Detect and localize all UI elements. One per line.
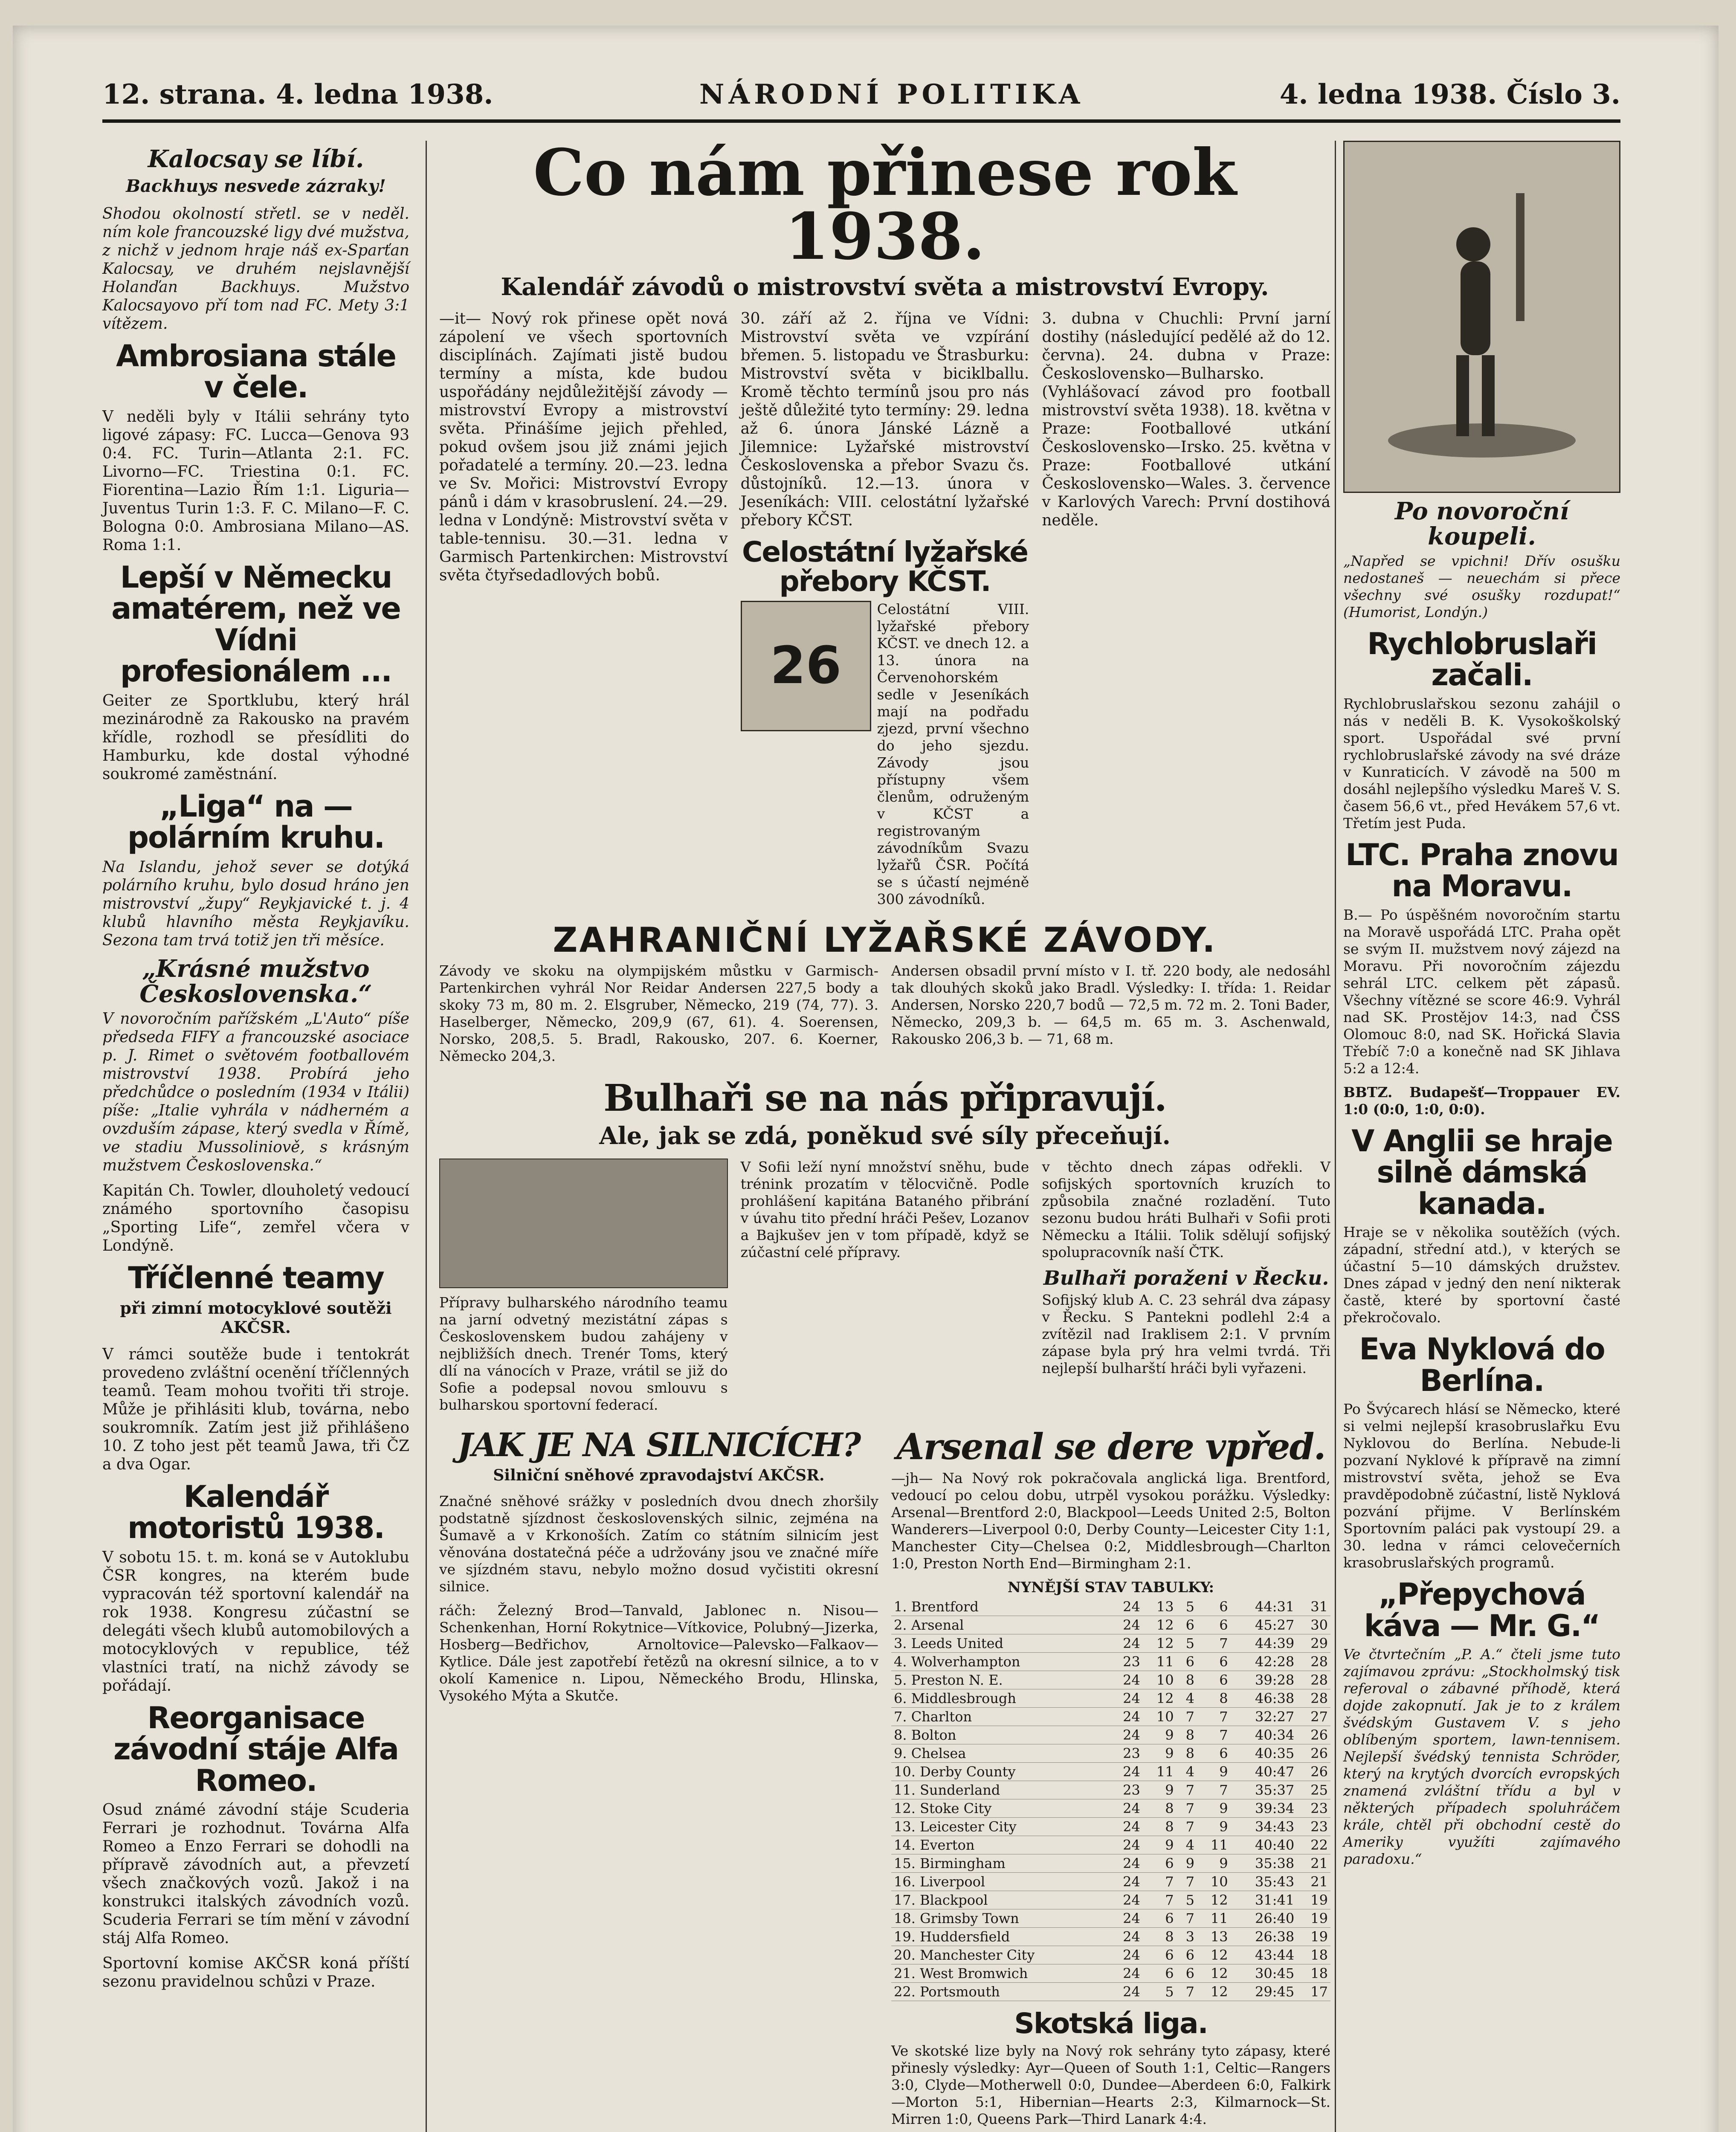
article-silnice-1: Značné sněhové srážky v posledních dvou dnech zhoršily podstatně sjízdnost československých silnic, zejména na Šumavě a v Krkonoších. Zatím co státním silnicím jest věnována dostatečná péče a udržovány jsou ve značné míře ve sjízdném stavu, nebylo možno dosud vyčistiti okresní silnice. [439,1492,878,1595]
table-cell: 3 [1177,1928,1197,1946]
headline-lyzar: Celostátní lyžařské přebory KČST. [742,536,1028,598]
table-cell: 24 [1109,1763,1143,1781]
headline-krasne: „Krásné mužstvo Československa.“ [139,954,372,1008]
table-cell: 24 [1109,1909,1143,1928]
table-cell: 6 [1143,1964,1177,1983]
table-cell: 18 [1297,1964,1330,1983]
table-cell: 7 [1177,1708,1197,1726]
table-cell: 9 [1143,1781,1177,1799]
table-cell: 4 [1177,1836,1197,1854]
table-cell: 12 [1143,1616,1177,1634]
headline-nyklova: Eva Nyklová do Berlína. [1359,1332,1605,1398]
table-cell: 8 [1177,1671,1197,1689]
team-name: 7. Charlton [891,1708,1109,1726]
team-name: 2. Arsenal [891,1616,1109,1634]
table-cell: 24 [1109,1854,1143,1873]
table-cell: 25 [1297,1781,1330,1799]
table-cell: 18 [1297,1946,1330,1964]
table-cell: 19 [1297,1891,1330,1909]
table-cell: 10 [1143,1671,1177,1689]
table-cell: 6 [1197,1616,1231,1634]
table-cell: 24 [1109,1799,1143,1818]
table-cell: 10 [1143,1708,1177,1726]
table-cell: 6 [1197,1671,1231,1689]
headline-zahranicni: ZAHRANIČNÍ LYŽAŘSKÉ ZÁVODY. [553,920,1217,960]
table-cell: 8 [1143,1799,1177,1818]
english-league-row [891,1726,1330,1744]
cartoon-title: Po novoroční koupeli. [1394,497,1569,550]
headline-ambrosiana: Ambrosiana stále v čele. [116,338,396,405]
table-cell: 9 [1197,1854,1231,1873]
table-cell: 7 [1177,1799,1197,1818]
table-cell: 24 [1109,1891,1143,1909]
subhead-triclenne: při zimní motocyklové soutěži AKČSR. [120,1298,392,1337]
table-cell: 24 [1109,1726,1143,1744]
table-cell: 11 [1197,1836,1231,1854]
table-cell: 40:40 [1231,1836,1297,1854]
article-skotska: Ve skotské lize byly na Nový rok sehrány tyto zápasy, které přinesly výsledky: Ayr—Queen of South 1:1, Celtic—Rangers 3:0, Clyde—Motherwell 0:0, Dundee—Aberdeen 6:0, Falkirk—Morton 5:1, Hibernian—Hearts 2:3, Kilmarnock—St. Mirren 1:0, Queens Park—Third Lanark 4:4. [891,2042,1330,2128]
table-cell: 5 [1177,1891,1197,1909]
headline-reorg: Reorganisace závodní stáje Alfa Romeo. [113,1700,399,1798]
article-arsenal: —jh— Na Nový rok pokračovala anglická liga. Brentford, vedoucí po celou dobu, utrpěl vysokou porážku. Výsledky: Arsenal—Brentford 2:0, Blackpool—Leeds United 2:5, Bolton Wanderers—Liverpool 0:0, Derby County—Leicester City 1:1, Manchester City—Chelsea 0:2, Middlesbrough—Charlton 1:0, Preston North End—Birmingham 2:1. [891,1470,1330,1572]
article-zahranicni-1: Závody ve skoku na olympijském můstku v Garmisch-Partenkirchen vyhrál Nor Reidar Andersen 227,5 body a skoky 73 m, 80 m. 2. Elsgruber, Německo, 219 (74, 77). 3. Haselberger, Německo, 209,9 (67, 61). 4. Soerensen, Norsko, 208,5. 5. Bradl, Rakousko, 207. 6. Koerner, Německo 204,3. [439,962,878,1064]
table-cell: 24 [1109,1964,1143,1983]
english-league-row [891,1818,1330,1836]
table-cell: 28 [1297,1671,1330,1689]
table-cell: 28 [1297,1689,1330,1708]
table-cell: 6 [1177,1964,1197,1983]
table-cell: 8 [1143,1928,1177,1946]
bather-icon [1375,168,1588,466]
team-name: 14. Everton [891,1836,1109,1854]
table-cell: 31:41 [1231,1891,1297,1909]
english-league-row [891,1634,1330,1653]
article-lyzar: Celostátní VIII. lyžařské přebory KČST. ve dnech 12. a 13. února na Červenohorském sedle v Jeseníkách mají na podřadu zjezd, první všechno do jeho sjezdu. Závody jsou přístupny všem členům, odruženým v KČST a registrovaným závodníkům Svazu lyžařů ČSR. Počítá se s účastí nejméně 300 závodníků. [877,600,1029,907]
english-league-row [891,1928,1330,1946]
table-cell: 32:27 [1231,1708,1297,1726]
team-name: 17. Blackpool [891,1891,1109,1909]
table-cell: 6 [1197,1744,1231,1763]
table-cell: 9 [1197,1763,1231,1781]
table-cell: 40:34 [1231,1726,1297,1744]
table-cell: 40:47 [1231,1763,1297,1781]
english-league-row [891,1873,1330,1891]
team-name: 15. Birmingham [891,1854,1109,1873]
column-middle [439,135,1331,2132]
english-league-row [891,1946,1330,1964]
table-cell: 28 [1297,1653,1330,1671]
table-cell: 6 [1197,1653,1231,1671]
table-cell: 11 [1143,1763,1177,1781]
headline-liga: „Liga“ na — polárním kruhu. [127,788,385,855]
table-cell: 9 [1197,1818,1231,1836]
cartoon-caption: „Napřed se vpichni! Dřív osušku nedostaneš — neuechám si přece všechny své osušky rozdupat!“ (Humorist, Londýn.) [1343,552,1620,620]
article-bulhari-1: Přípravy bulharského národního teamu na jarní odvetný mezistátní zápas s Československem budou zahájeny v nejbližších dnech. Trenér Toms, který dlí na vánocích v Praze, vrátil se již do Sofie a podepsal novou smlouvu s bulharskou sportovní federací. [439,1294,728,1413]
table-cell: 34:43 [1231,1818,1297,1836]
table-cell: 26:40 [1231,1909,1297,1928]
table-cell: 23 [1109,1653,1143,1671]
english-league-row [891,1616,1330,1634]
table-cell: 6 [1143,1909,1177,1928]
table-cell: 42:28 [1231,1653,1297,1671]
article-krasne: V novoročním pařížském „L'Auto“ píše předseda FIFY a francouzské asociace p. J. Rimet o světovém footballovém mistrovství 1938. Probírá jeho předchůdce o posledním (1934 v Itálii) píše: „Italie vyhrála v nádherném a ovzduším zápase, který svedla v Římě, ve stadiu Mussoliniově, s krásným mužstvem Československa.“ [102,1010,409,1175]
table-cell: 23 [1109,1744,1143,1763]
table-cell: 7 [1197,1781,1231,1799]
article-lepsi: Geiter ze Sportklubu, který hrál mezinárodně za Rakousko na pravém křídle, rozhodl se přesídliti do Hamburku, kde dostal výhodné soukromé zaměstnání. [102,692,409,783]
table-cell: 24 [1109,1873,1143,1891]
article-towler: Kapitán Ch. Towler, dlouholetý vedoucí známého sportovního časopisu „Sporting Life“, zemřel včera v Londýně. [102,1182,409,1255]
article-rychlobrus: Rychlobruslařskou sezonu zahájil o nás v neděli B. K. Vysokoškolský sport. Uspořádal své první rychlobruslařské závody na své dráze v Kunraticích. V závodě na 500 m dosáhl nejlepšího výsledku Mareš V. S. časem 56,6 vt., před Hevákem 57,6 vt. Třetím jest Puda. [1343,695,1620,831]
table-cell: 26 [1297,1726,1330,1744]
english-league-row [891,1909,1330,1928]
team-name: 21. West Bromwich [891,1964,1109,1983]
table-cell: 24 [1109,1671,1143,1689]
table-cell: 24 [1109,1598,1143,1616]
team-name: 10. Derby County [891,1763,1109,1781]
team-name: 8. Bolton [891,1726,1109,1744]
table-cell: 39:28 [1231,1671,1297,1689]
table-cell: 21 [1297,1854,1330,1873]
table-cell: 5 [1177,1634,1197,1653]
headline-silnice: JAK JE NA SILNICÍCH? [457,1425,861,1464]
newspaper-title: NÁRODNÍ POLITIKA [699,78,1084,110]
table-cell: 12 [1197,1964,1231,1983]
article-ambrosiana: V neděli byly v Itálii sehrány tyto ligové zápasy: FC. Lucca—Genova 93 0:4. FC. Turin—Atlanta 2:1. FC. Livorno—FC. Triestina 0:1. FC. Fiorentina—Lazio Řím 1:1. Liguria—Juventus Turin 1:3. F. C. Milano—F. C. Bologna 0:0. Ambrosiana Milano—AS. Roma 1:1. [102,408,409,554]
football-photo [439,1159,728,1288]
bib-number: 26 [770,636,842,696]
table-cell: 40:35 [1231,1744,1297,1763]
table-cell: 11 [1143,1653,1177,1671]
table-cell: 11 [1197,1909,1231,1928]
team-name: 20. Manchester City [891,1946,1109,1964]
headline-bulhari: Bulhaři se na nás připravují. [603,1076,1166,1120]
table-cell: 44:39 [1231,1634,1297,1653]
issue-date: 4. ledna 1938. Číslo 3. [1279,78,1620,110]
headline-skotska: Skotská liga. [1014,2007,1208,2040]
english-league-row [891,1653,1330,1671]
english-league-row [891,1781,1330,1799]
table-cell: 6 [1177,1616,1197,1634]
table-cell: 7 [1177,1983,1197,2001]
team-name: 1. Brentford [891,1598,1109,1616]
column-rule [426,141,427,2132]
table-cell: 29:45 [1231,1983,1297,2001]
article-bulhari-2: V Sofii leží nyní množství sněhu, bude trénink prozatím v tělocvičně. Podle prohlášení kapitána Bataného přibrání v úvahu tito přední hráči Pešev, Lozanov a Bajkušev jen v tom případě, když se zúčastní celé přípravy. [740,1158,1029,1260]
english-league-row [891,1689,1330,1708]
english-league-row [891,1891,1330,1909]
column-right [1343,141,1620,1874]
table-cell: 12 [1143,1634,1177,1653]
table-cell: 9 [1143,1726,1177,1744]
english-league-row [891,1763,1330,1781]
english-league-row [891,1598,1330,1616]
article-ltc: B.— Po úspěšném novoročním startu na Moravě uspořádá LTC. Praha opět se svým II. mužstvem nový zájezd na Moravu. Při novoročním zájezdu sehrál LTC. celkem pět zápasů. Všechny vítězné se score 46:9. Vyhrál nad SK. Prostějov 14:3, nad ČSS Olomouc 8:0, nad SK. Hořická Slavia Třebíč 7:0 a konečně nad SK Jihlava 5:2 a 12:4. [1343,906,1620,1077]
table-cell: 12 [1143,1689,1177,1708]
article-bulhari-3: v těchto dnech zápas odřekli. V sofijských sportovních kruzích to způsobila značné rozladění. Tuto sezonu budou hráti Bulhaři v Sofii proti Německu a Itálii. Tolik sdělují sofijský spolupracovník naší ČTK. [1042,1158,1331,1260]
table-cell: 24 [1109,1634,1143,1653]
table-cell: 8 [1197,1689,1231,1708]
team-name: 16. Liverpool [891,1873,1109,1891]
table-cell: 30:45 [1231,1964,1297,1983]
table-cell: 9 [1177,1854,1197,1873]
table-cell: 24 [1109,1983,1143,2001]
table-cell: 8 [1177,1744,1197,1763]
table-cell: 7 [1177,1873,1197,1891]
article-triclenne: V rámci soutěže bude i tentokrát provedeno zvláštní ocenění tříčlenných teamů. Team mohou tvořiti tři stroje. Může je přihlásiti klub, továrna, nebo soukromník. Zatím jest již přihlášeno 10. Z toho jest pět teamů Jawa, tři ČZ a dva Ogar. [102,1345,409,1473]
headline-lepsi: Lepší v Německu amatérem, než ve Vídni profesionálem ... [111,559,400,689]
article-nyklova: Po Švýcarech hlásí se Německo, které si velmi nejlepší krasobruslařku Evu Nyklovou do Berlína. Nebude-li pozvaní Nyklové k přípravě na zimní mistrovství světa, jehož se Eva pravděpodobně zúčastní, listě Nyklová pozvání přijme. V Berlínském Sportovním paláci pak vystoupí 29. a 30. ledna v rámci celovečerních krasobruslařských programů. [1343,1401,1620,1571]
page-number: 12. strana. 4. ledna 1938. [102,78,493,110]
masthead [102,72,1620,123]
headline-kalendar-moto: Kalendář motoristů 1938. [128,1479,384,1546]
table-cell: 12 [1197,1891,1231,1909]
table-cell: 7 [1177,1781,1197,1799]
team-name: 5. Preston N. E. [891,1671,1109,1689]
table-cell: 35:43 [1231,1873,1297,1891]
subhead-bulhari: Ale, jak se zdá, poněkud své síly přeceňují. [599,1121,1171,1150]
article-sport-komise: Sportovní komise AKČSR koná příští sezonu pravidelnou schůzi v Praze. [102,1955,409,1991]
headline-anglie: V Anglii se hraje silně dámská kanada. [1351,1123,1612,1221]
english-league-row [891,1983,1330,2001]
article-zahranicni-2: Andersen obsadil první místo v I. tř. 220 body, ale nedosáhl tak dlouhých skoků jako Bradl. Výsledky: I. třída: 1. Reidar Andersen, Norsko 220,7 bodů — 72,5 m. 72 m. 2. Toni Bader, Německo, 209,3 b. — 64,5 m. 65 m. 3. Aschenwald, Rakousko 206,3 b. — 71, 68 m. [891,962,1330,1047]
table-cell: 24 [1109,1616,1143,1634]
team-name: 4. Wolverhampton [891,1653,1109,1671]
team-name: 3. Leeds United [891,1634,1109,1653]
table-cell: 6 [1143,1854,1177,1873]
team-name: 12. Stoke City [891,1799,1109,1818]
table-cell: 13 [1197,1928,1231,1946]
headline-prepych: „Přepychová káva — Mr. G.“ [1364,1577,1600,1643]
table-cell: 7 [1143,1873,1177,1891]
table-cell: 29 [1297,1634,1330,1653]
table-cell: 8 [1177,1726,1197,1744]
column-left [102,141,409,1998]
table-cell: 24 [1109,1928,1143,1946]
table-cell: 7 [1197,1634,1231,1653]
table-cell: 43:44 [1231,1946,1297,1964]
arsenal-table-title: NYNĚJŠÍ STAV TABULKY: [1007,1579,1214,1596]
team-name: 18. Grimsby Town [891,1909,1109,1928]
table-cell: 5 [1177,1598,1197,1616]
skier-illustration [741,601,871,731]
team-name: 22. Portsmouth [891,1983,1109,2001]
table-cell: 7 [1143,1891,1177,1909]
table-cell: 6 [1197,1598,1231,1616]
english-league-row [891,1854,1330,1873]
table-cell: 8 [1143,1818,1177,1836]
table-cell: 7 [1177,1909,1197,1928]
table-cell: 21 [1297,1873,1330,1891]
table-cell: 35:37 [1231,1781,1297,1799]
bulhari-columns [439,1159,1330,1420]
table-cell: 9 [1143,1744,1177,1763]
table-cell: 6 [1143,1946,1177,1964]
table-cell: 7 [1177,1818,1197,1836]
table-cell: 23 [1297,1799,1330,1818]
table-cell: 35:38 [1231,1854,1297,1873]
english-league-row [891,1964,1330,1983]
table-cell: 24 [1109,1836,1143,1854]
article-reorg: Osud známé závodní stáje Scuderia Ferrari je rozhodnut. Továrna Alfa Romeo a Enzo Ferrari se dohodli na přípravě závodních aut, a převzetí všech značkových vozů. Jakož i na konstrukci italských závodních vozů. Scuderia Ferrari se tím mění v závodní stáj Alfa Romeo. [102,1801,409,1947]
table-cell: 46:38 [1231,1689,1297,1708]
headline-porazeni: Bulhaři poraženi v Řecku. [1043,1266,1329,1289]
english-league-table [891,1598,1330,2001]
cartoon-illustration [1343,141,1620,493]
table-cell: 39:34 [1231,1799,1297,1818]
table-cell: 23 [1109,1781,1143,1799]
table-cell: 44:31 [1231,1598,1297,1616]
table-cell: 7 [1197,1726,1231,1744]
headline-kalocsay: Kalocsay se líbí. [148,145,364,173]
headline-ltc: LTC. Praha znovu na Moravu. [1345,837,1618,904]
table-cell: 26 [1297,1744,1330,1763]
english-league-row [891,1799,1330,1818]
table-cell: 26 [1297,1763,1330,1781]
team-name: 13. Leicester City [891,1818,1109,1836]
lead-text-3: 3. dubna v Chuchli: První jarní dostihy (následující pedělé až do 12. června). 24. dubna v Praze: Československo—Bulharsko. (Vyhlášovací závod pro football mistrovství světa 1938). 18. května v Praze: Footballové utkání Československo—Irsko. 25. května v Praze: Footballové utkání Československo—Wales. 3. července v Karlových Varech: První dostihová neděle. [1042,310,1331,529]
table-cell: 10 [1197,1873,1231,1891]
article-silnice-2: ráčh: Železný Brod—Tanvald, Jablonec n. Nisou—Schenkenhan, Horní Rokytnice—Vítkovice, Polubný—Jizerka, Hosberg—Bedřichov, Arnoltovice—Palevsko—Falkaov—Kytlice. Dále jest zapotřebí řetězů na okresní silnice, a to v okolí Kamenice n. Lipou, Německého Brodu, Hlinska, Vysokého Mýta a Skutče. [439,1602,878,1704]
table-cell: 23 [1297,1818,1330,1836]
lead-headline: Co nám přinese rok 1938. [533,135,1237,274]
subhead-kalocsay: Backhuys nesvede zázraky! [126,176,386,196]
subhead-silnice: Silniční sněhové zpravodajství AKČSR. [493,1466,825,1484]
table-cell: 27 [1297,1708,1330,1726]
english-league-row [891,1708,1330,1726]
article-bbtz: BBTZ. Budapešť—Troppauer EV. 1:0 (0:0, 1:0, 0:0). [1343,1083,1620,1118]
lead-columns [439,310,1330,915]
article-anglie: Hraje se v několika soutěžích (vých. západní, střední atd.), v kterých se účastní 5—10 dámských družstev. Dnes západ v jedný den není nikterak častě, které by sportovní časté překročovalo. [1343,1224,1620,1326]
table-cell: 6 [1177,1653,1197,1671]
team-name: 6. Middlesbrough [891,1689,1109,1708]
zahranicni-columns [439,962,1330,1072]
table-cell: 4 [1177,1689,1197,1708]
headline-rychlobrus: Rychlobruslaři začali. [1367,626,1597,693]
article-kalendar-moto: V sobotu 15. t. m. koná se v Autoklubu ČSR kongres, na kterém bude vypracován též sportovní kalendář na rok 1938. Kongresu zúčastní se delegáti všech klubů automobilových a motocyklových v republice, též vlastníci tratí, na nichž závody se pořádají. [102,1548,409,1695]
table-cell: 6 [1177,1946,1197,1964]
table-cell: 24 [1109,1708,1143,1726]
table-cell: 45:27 [1231,1616,1297,1634]
lead-text-2: 30. září až 2. října ve Vídni: Mistrovství světa ve vzpírání břemen. 5. listopadu ve Štrasburku: Mistrovství světa v biciklballu. Kromě těchto termínů jsou pro nás ještě důležité tyto termíny: 29. ledna až 6. února Jánské Lázně a Jilemnice: Lyžařské mistrovství Československa a přebor Svazu čs. důstojníků. 12.—13. února v Jeseníkách: VIII. celostátní lyžařské přebory KČST. [740,310,1029,529]
english-league-row [891,1836,1330,1854]
team-name: 9. Chelsea [891,1744,1109,1763]
headline-arsenal: Arsenal se dere vpřed. [896,1425,1325,1468]
table-cell: 13 [1143,1598,1177,1616]
lead-text-1: —it— Nový rok přinese opět nová zápolení ve všech sportovních disciplínách. Zajímati jistě budou termíny a místa, kde budou uspořádány nejdůležitější závody — mistrovství Evropy a mistrovství světa. Přinášíme jejich přehled, pokud ovšem jsou již známi jejich pořadatelé a termíny. 20.—23. ledna ve Sv. Mořici: Mistrovství Evropy pánů i dám v krasobruslení. 24.—29. ledna v Londýně: Mistrovství světa v table-tennisu. 30.—31. ledna v Garmisch Partenkirchen: Mistrovství světa čtyřsedadlových bobů. [439,310,728,584]
table-cell: 24 [1109,1818,1143,1836]
article-prepych: Ve čtvrtečním „P. A.“ čteli jsme tuto zajímavou zprávu: „Stockholmský tisk referoval o zábavné příhodě, která dojde zakopnutí. Jak je to z králem švédským Gustavem V. s jeho oblíbeným sportem, lawn-tennisem. Nejlepší švédský tennista Schröder, který na krytých dvorcích evropských znamená zvláštní třídu a byl v některých případech spoluhráčem krále, chtěl při obchodní cestě do Ameriky využíti zajímavého paradoxu.“ [1343,1646,1620,1868]
table-cell: 22 [1297,1836,1330,1854]
article-liga: Na Islandu, jehož sever se dotýká polárního kruhu, bylo dosud hráno jen mistrovství „župy“ Reykjavické t. j. 4 klubů hlavního města Reykjavíku. Sezona tam trvá totiž jen tři měsíce. [102,858,409,949]
lead-subheadline: Kalendář závodů o mistrovství světa a mistrovství Evropy. [501,273,1269,301]
team-name: 11. Sunderland [891,1781,1109,1799]
table-cell: 9 [1143,1836,1177,1854]
table-cell: 17 [1297,1983,1330,2001]
english-league-row [891,1744,1330,1763]
table-cell: 26:38 [1231,1928,1297,1946]
table-cell: 12 [1197,1983,1231,2001]
table-cell: 7 [1197,1708,1231,1726]
table-cell: 31 [1297,1598,1330,1616]
column-rule [1335,141,1336,2132]
article-porazeni: Sofijský klub A. C. 23 sehrál dva zápasy v Řecku. S Pantekni podlehl 2:4 a zvítězil nad Iraklisem 2:1. V prvním zápase byla prý hra velmi tvrdá. Tři nejlepší bulharští hráči byli vyřazeni. [1042,1292,1331,1377]
table-cell: 9 [1197,1799,1231,1818]
table-cell: 12 [1197,1946,1231,1964]
english-league-row [891,1671,1330,1689]
table-cell: 30 [1297,1616,1330,1634]
table-cell: 24 [1109,1946,1143,1964]
table-cell: 24 [1109,1689,1143,1708]
table-cell: 19 [1297,1909,1330,1928]
table-cell: 4 [1177,1763,1197,1781]
table-cell: 5 [1143,1983,1177,2001]
table-cell: 19 [1297,1928,1330,1946]
team-name: 19. Huddersfield [891,1928,1109,1946]
bottom-columns [439,1420,1330,2132]
headline-triclenne: Tříčlenné teamy [128,1260,384,1296]
article-kalocsay: Shodou okolností střetl. se v neděl. ním kole francouzské ligy dvé mužstva, z nichž v jednom hraje náš ex-Sparťan Kalocsay, ve druhém nejslavnější Holanďan Backhuys. Mužstvo Kalocsayovo pří tom nad FC. Mety 3:1 vítězem. [102,205,409,333]
